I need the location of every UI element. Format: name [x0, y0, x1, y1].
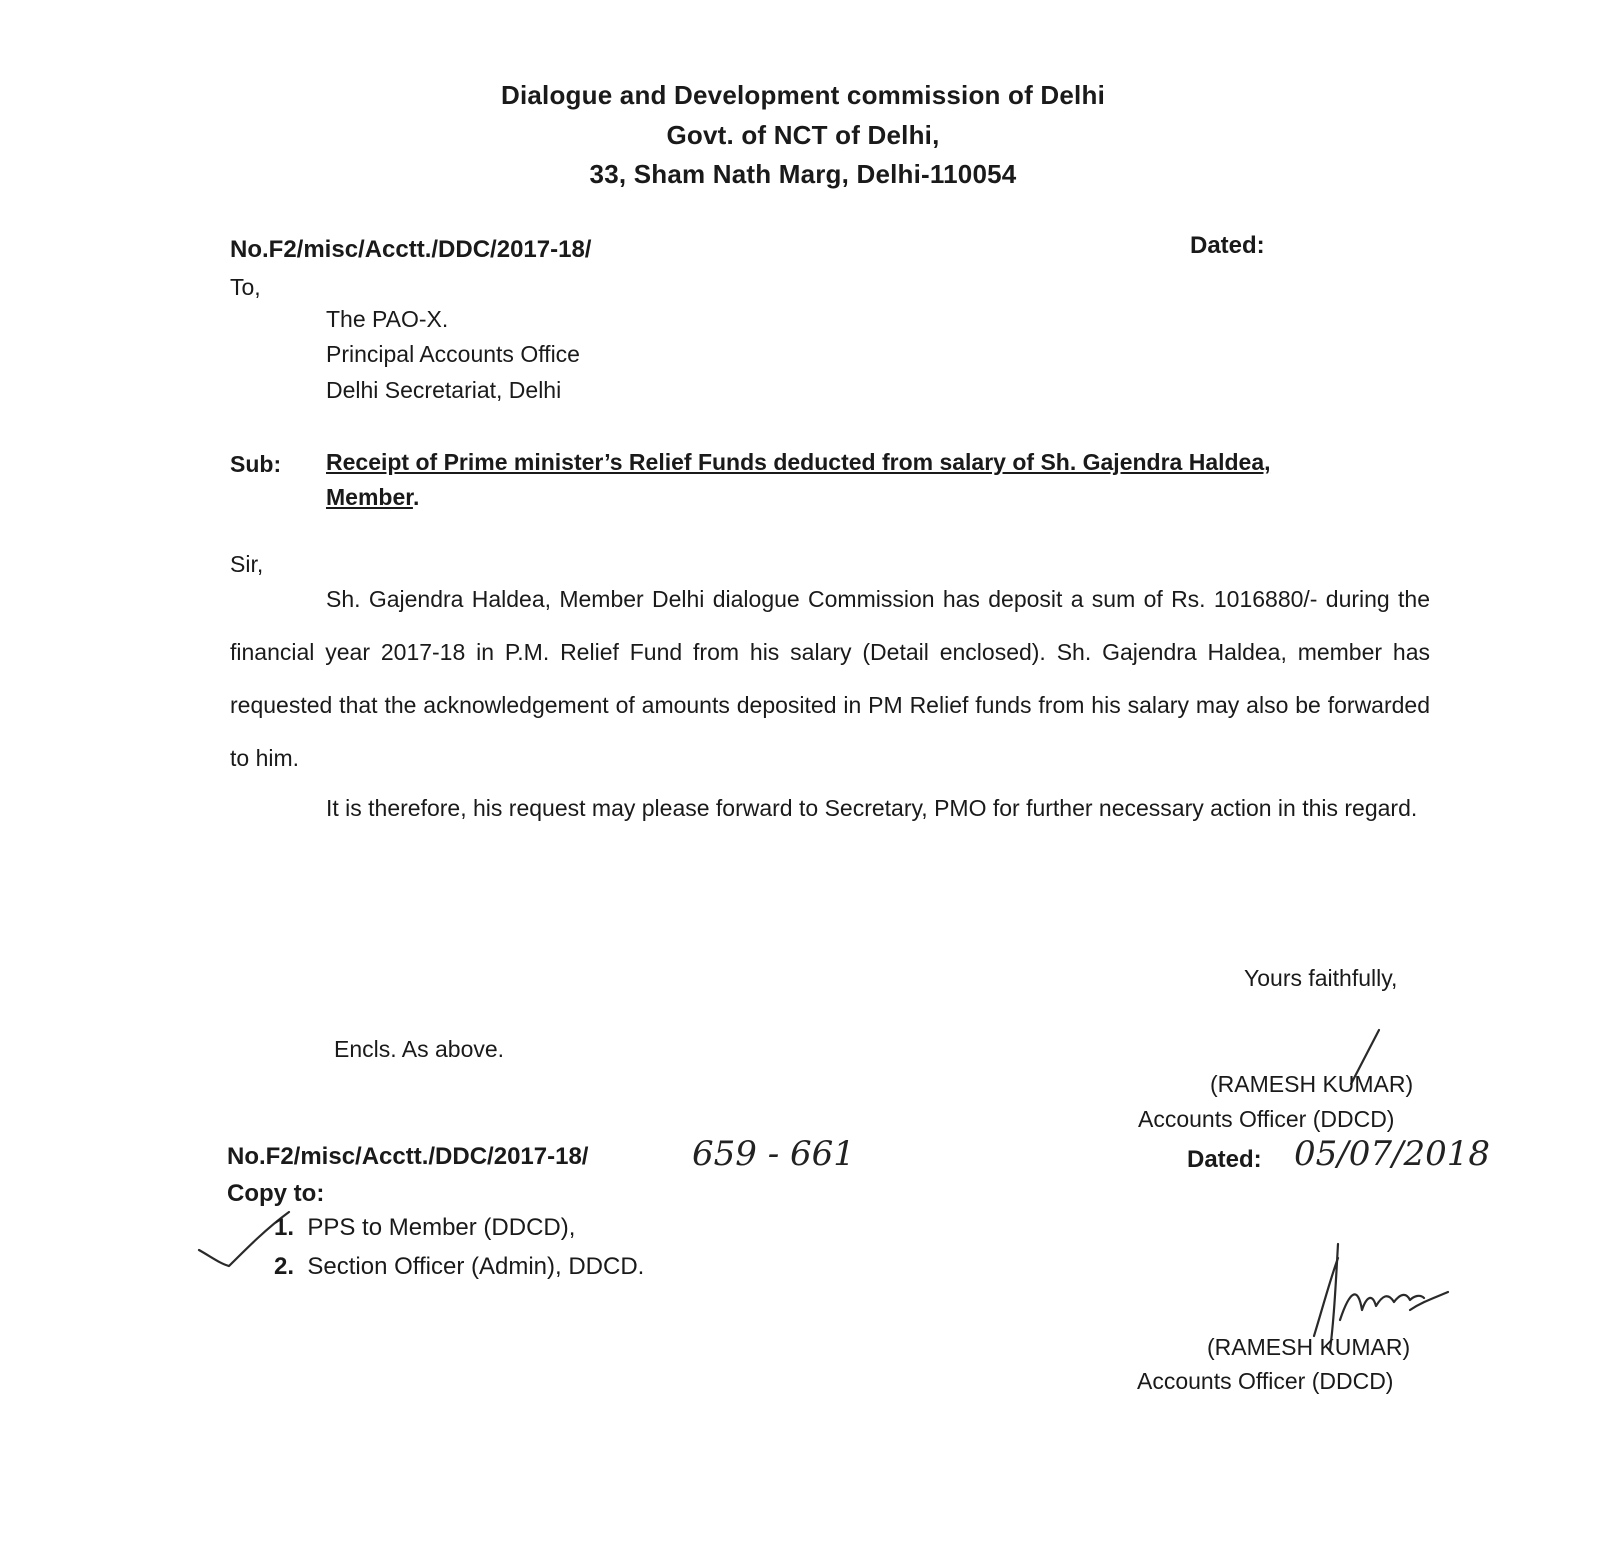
subject-label: Sub:	[230, 451, 282, 477]
copy-to-label: Copy to:	[227, 1180, 325, 1207]
handwritten-date: 05/07/2018	[1294, 1134, 1490, 1174]
subject-member: Member	[326, 484, 413, 510]
body-paragraph-2-text: It is therefore, his request may please forward to Secretary, PMO for further necessary action in this regard.	[326, 795, 1418, 821]
copy-dated-label: Dated:	[1187, 1146, 1262, 1173]
copy-item-number: 2.	[274, 1253, 295, 1280]
org-name: Dialogue and Development commission of Delhi	[500, 80, 1105, 110]
to-label: To,	[230, 274, 261, 300]
copy-item-text: Section Officer (Admin), DDCD.	[307, 1253, 645, 1280]
addressee-line-3: Delhi Secretariat, Delhi	[326, 377, 562, 403]
subject-period: .	[412, 484, 420, 510]
copy-reference-number: No.F2/misc/Acctt./DDC/2017-18/	[227, 1143, 589, 1170]
subject-line-1: Receipt of Prime minister’s Relief Funds deducted from salary of Sh. Gajendra Haldea,	[326, 449, 1271, 475]
copy-item-text: PPS to Member (DDCD),	[307, 1214, 576, 1241]
govt-line: Govt. of NCT of Delhi,	[666, 120, 940, 150]
handwritten-number: 659 - 661	[692, 1134, 855, 1174]
addressee-line-2: Principal Accounts Office	[326, 341, 580, 367]
yours-faithfully: Yours faithfully,	[1244, 965, 1398, 991]
body-paragraph-1	[230, 573, 1430, 785]
addressee-line-1: The PAO-X.	[326, 306, 449, 332]
reference-number: No.F2/misc/Acctt./DDC/2017-18/	[230, 236, 592, 263]
body-paragraph-2	[230, 782, 1430, 835]
body-paragraph-1-text: Sh. Gajendra Haldea, Member Delhi dialogue Commission has deposit a sum of Rs. 1016880/- during the financial year 2017-18 in P.M. Relief Fund from his salary (Detail enclosed). Sh. Gajendra Haldea, member has requested that the acknowledgement of amounts deposited in PM Relief funds from his salary may also be forwarded to him.	[230, 586, 1430, 771]
subject-line-2	[326, 484, 419, 511]
dated-label: Dated:	[1190, 232, 1265, 259]
copy-item-number: 1.	[274, 1214, 295, 1241]
copy-list-item	[274, 1214, 575, 1242]
signoff-designation: Accounts Officer (DDCD)	[1137, 1368, 1394, 1394]
copy-list-item	[274, 1253, 644, 1281]
address-line: 33, Sham Nath Marg, Delhi-110054	[589, 159, 1017, 189]
salutation: Sir,	[230, 551, 264, 577]
enclosure-note: Encls. As above.	[334, 1036, 505, 1062]
closing-name: (RAMESH KUMAR)	[1210, 1071, 1414, 1097]
signoff-name: (RAMESH KUMAR)	[1207, 1334, 1411, 1360]
closing-designation: Accounts Officer (DDCD)	[1138, 1106, 1395, 1132]
